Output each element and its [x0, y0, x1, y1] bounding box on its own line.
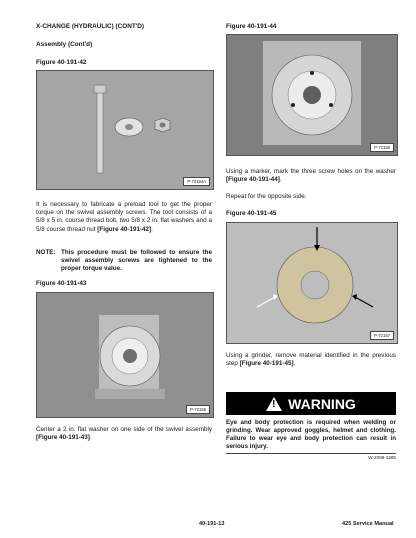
figure-44-tag: P-72156 — [370, 143, 394, 152]
paragraph-repeat: Repeat for the opposite side. — [226, 193, 307, 200]
warning-title: WARNING — [288, 395, 356, 412]
bolt-washer-nut-photo — [37, 71, 213, 189]
figure-45-label: Figure 40-191-45 — [226, 210, 277, 217]
warning-text: Eye and body protection is required when welding or grinding. Wear approved goggles, helmet and clothing. Failure to wear eye and body protection can result in serious injury. — [226, 419, 396, 450]
figure-44-label: Figure 40-191-44 — [226, 23, 277, 30]
warning-code: W-2009-1285 — [368, 455, 396, 460]
swivel-with-washer-photo — [37, 293, 213, 417]
paragraph-center-washer: Center a 2 in. flat washer on one side of the swivel assembly [Figure 40-191-43]. — [36, 426, 212, 442]
figure-42-image — [36, 70, 214, 190]
figure-43-label: Figure 40-191-43 — [36, 280, 87, 287]
warning-divider — [226, 453, 396, 454]
figure-43-tag: P-72155 — [186, 405, 210, 414]
section-title: X-CHANGE (HYDRAULIC) (CONT'D) — [36, 23, 145, 30]
paragraph-mark-holes: Using a marker, mark the three screw holes on the washer [Figure 40-191-44]. — [226, 168, 396, 184]
paragraph-grind: Using a grinder, remove material identified in the previous step [Figure 40-191-45]. — [226, 352, 396, 368]
subsection-title: Assembly (Cont'd) — [36, 41, 93, 48]
manual-name: 425 Service Manual — [342, 521, 394, 527]
page-number: 40-191-13 — [199, 521, 225, 527]
marked-washer-photo — [227, 35, 397, 155]
figure-42-tag: P-72184A — [183, 177, 210, 186]
figure-44-image — [226, 34, 398, 156]
note-text: This procedure must be followed to ensure the swivel assembly screws are tightened to the proper torque value. — [61, 249, 212, 273]
warning-triangle-icon: ! — [266, 397, 282, 411]
note-label: NOTE: — [36, 249, 56, 256]
washer-grinding-marks-photo — [227, 223, 397, 343]
figure-45-image — [226, 222, 398, 344]
figure-43-image — [36, 292, 214, 418]
warning-banner — [226, 392, 396, 415]
figure-45-tag: P-72157 — [370, 331, 394, 340]
figure-42-label: Figure 40-191-42 — [36, 59, 87, 66]
paragraph-preload-tool: It is necessary to fabricate a preload tool to get the proper torque on the swivel assembly screws. The tool consists of a 5/8 x 5 in. course thread bolt, two 5/8 x 2 in. flat washers and a 5/8 course thread nut [Figure 40-191-42]. — [36, 201, 212, 233]
